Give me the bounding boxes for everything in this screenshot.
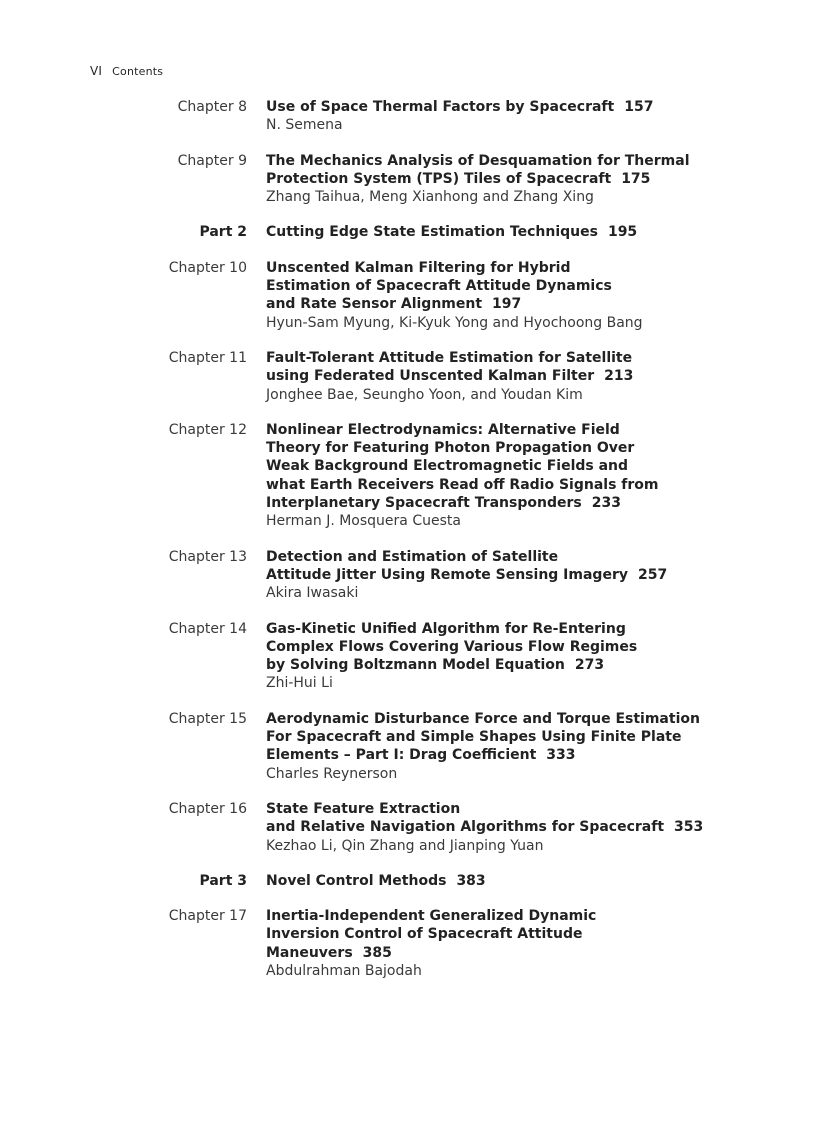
title-text: and Relative Navigation Algorithms for Spacecraft: [266, 819, 665, 836]
title-text: Inertia-Independent Generalized Dynamic: [266, 908, 597, 925]
entry-authors: Akira Iwasaki: [266, 585, 359, 602]
chapter-label: Chapter 15: [168, 710, 247, 727]
title-text: Aerodynamic Disturbance Force and Torque Estimation: [266, 710, 700, 727]
entry-body: [266, 907, 706, 980]
entry-body: [266, 620, 706, 693]
title-line: [266, 295, 706, 313]
chapter-label: Chapter 13: [168, 548, 247, 565]
chapter-label: Chapter 14: [168, 620, 247, 637]
title-line: [266, 548, 706, 566]
entry-authors: Abdulrahman Bajodah: [266, 962, 422, 979]
title-text: State Feature Extraction: [266, 800, 461, 817]
title-text: Nonlinear Electrodynamics: Alternative Field: [266, 421, 620, 438]
title-text: Estimation of Spacecraft Attitude Dynamics: [266, 278, 612, 295]
entry-title[interactable]: [266, 223, 706, 241]
entry-body: [266, 259, 706, 332]
title-line: [266, 170, 706, 188]
entry-authors: Hyun-Sam Myung, Ki-Kyuk Yong and Hyochoong Bang: [266, 314, 643, 331]
title-line: [266, 277, 706, 295]
page-ref: 383: [456, 872, 486, 889]
entry-body: [266, 872, 706, 890]
title-line: [266, 421, 706, 439]
page-ref: 213: [604, 368, 634, 385]
entry-body: [266, 98, 706, 135]
toc-chapter-entry[interactable]: [0, 421, 816, 531]
entry-body: [266, 548, 706, 603]
title-line: [266, 710, 706, 728]
title-line: [266, 439, 706, 457]
page-number: VI: [90, 64, 103, 78]
title-line: [266, 800, 706, 818]
title-text: Detection and Estimation of Satellite: [266, 548, 559, 565]
title-text: Theory for Featuring Photon Propagation Over: [266, 440, 635, 457]
entry-authors: Jonghee Bae, Seungho Yoon, and Youdan Kim: [266, 386, 583, 403]
title-line: [266, 656, 706, 674]
entry-title[interactable]: [266, 259, 706, 314]
part-label: Part 2: [199, 224, 247, 241]
entry-title[interactable]: [266, 800, 706, 837]
toc-chapter-entry[interactable]: [0, 98, 816, 135]
toc-chapter-entry[interactable]: [0, 800, 816, 855]
chapter-label: Chapter 16: [168, 800, 247, 817]
page-ref: 353: [674, 819, 704, 836]
title-line: [266, 566, 706, 584]
title-text: Cutting Edge State Estimation Techniques: [266, 224, 598, 241]
title-line: [266, 367, 706, 385]
toc-chapter-entry[interactable]: [0, 907, 816, 980]
toc-chapter-entry[interactable]: [0, 548, 816, 603]
title-line: [266, 907, 706, 925]
page-ref: 385: [362, 944, 392, 961]
page-ref: 273: [574, 657, 605, 674]
title-line: [266, 494, 706, 512]
entry-body: [266, 800, 706, 855]
title-line: [266, 457, 706, 475]
running-head: [90, 64, 163, 78]
entry-title[interactable]: [266, 98, 706, 116]
title-text: by Solving Boltzmann Model Equation: [266, 657, 565, 674]
entry-body: [266, 349, 706, 404]
entry-authors: Zhi-Hui Li: [266, 675, 333, 692]
title-line: [266, 223, 706, 241]
entry-authors: Herman J. Mosquera Cuesta: [266, 513, 461, 530]
entry-title[interactable]: [266, 349, 706, 386]
entry-authors: Charles Reynerson: [266, 765, 398, 782]
title-text: Novel Control Methods: [266, 872, 447, 889]
title-line: [266, 728, 706, 746]
chapter-label: Chapter 10: [168, 259, 247, 276]
table-of-contents: [0, 98, 816, 997]
toc-part-entry[interactable]: [0, 872, 816, 890]
toc-chapter-entry[interactable]: [0, 710, 816, 783]
chapter-label: Chapter 17: [168, 908, 247, 925]
toc-chapter-entry[interactable]: [0, 259, 816, 332]
page-ref: 257: [637, 566, 668, 583]
title-text: Gas-Kinetic Unified Algorithm for Re-Entering: [266, 620, 626, 637]
toc-chapter-entry[interactable]: [0, 349, 816, 404]
entry-title[interactable]: [266, 620, 706, 675]
title-text: Weak Background Electromagnetic Fields and: [266, 458, 629, 475]
section-title: Contents: [112, 65, 164, 78]
title-text: Fault-Tolerant Attitude Estimation for Satellite: [266, 349, 633, 366]
entry-title[interactable]: [266, 548, 706, 585]
title-text: Unscented Kalman Filtering for Hybrid: [266, 259, 571, 276]
title-line: [266, 818, 706, 836]
title-text: using Federated Unscented Kalman Filter: [266, 368, 595, 385]
title-text: what Earth Receivers Read off Radio Signals from: [266, 476, 659, 493]
title-text: Interplanetary Spacecraft Transponders: [266, 495, 582, 512]
chapter-label: Chapter 12: [168, 421, 247, 438]
entry-body: [266, 421, 706, 531]
entry-authors: Zhang Taihua, Meng Xianhong and Zhang Xing: [266, 189, 594, 206]
page-ref: 197: [492, 296, 522, 313]
toc-part-entry[interactable]: [0, 223, 816, 241]
entry-title[interactable]: [266, 152, 706, 189]
title-line: [266, 746, 706, 764]
entry-title[interactable]: [266, 710, 706, 765]
title-line: [266, 925, 706, 962]
title-text: Attitude Jitter Using Remote Sensing Imagery: [266, 566, 628, 583]
entry-authors: N. Semena: [266, 117, 343, 134]
page-ref: 233: [591, 495, 621, 512]
title-text: Complex Flows Covering Various Flow Regimes: [266, 638, 638, 655]
page-ref: 157: [624, 99, 654, 115]
chapter-label: Chapter 9: [177, 152, 247, 169]
title-line: [266, 98, 706, 116]
title-text: Inversion Control of Spacecraft Attitude Maneuvers: [266, 926, 583, 961]
entry-body: [266, 152, 706, 207]
title-line: [266, 349, 706, 367]
toc-chapter-entry[interactable]: [0, 620, 816, 693]
page-ref: 333: [546, 747, 576, 764]
title-text: Use of Space Thermal Factors by Spacecraft: [266, 99, 615, 115]
title-line: [266, 638, 706, 656]
entry-authors: Kezhao Li, Qin Zhang and Jianping Yuan: [266, 837, 544, 854]
entry-body: [266, 223, 706, 241]
title-text: For Spacecraft and Simple Shapes Using Finite Plate: [266, 729, 682, 746]
title-text: The Mechanics Analysis of Desquamation for Thermal: [266, 152, 690, 169]
page-ref: 175: [621, 170, 651, 187]
entry-title[interactable]: [266, 421, 706, 512]
title-text: and Rate Sensor Alignment: [266, 296, 483, 313]
title-line: [266, 872, 706, 890]
part-label: Part 3: [199, 872, 247, 889]
entry-title[interactable]: [266, 872, 706, 890]
entry-body: [266, 710, 706, 783]
chapter-label: Chapter 11: [168, 349, 247, 366]
title-line: [266, 620, 706, 638]
chapter-label: Chapter 8: [177, 99, 247, 115]
entry-title[interactable]: [266, 907, 706, 962]
title-line: [266, 476, 706, 494]
title-line: [266, 152, 706, 170]
page-ref: 195: [607, 224, 638, 241]
title-line: [266, 259, 706, 277]
title-text: Protection System (TPS) Tiles of Spacecraft: [266, 170, 612, 187]
title-text: Elements – Part I: Drag Coefficient: [266, 747, 537, 764]
toc-chapter-entry[interactable]: [0, 152, 816, 207]
